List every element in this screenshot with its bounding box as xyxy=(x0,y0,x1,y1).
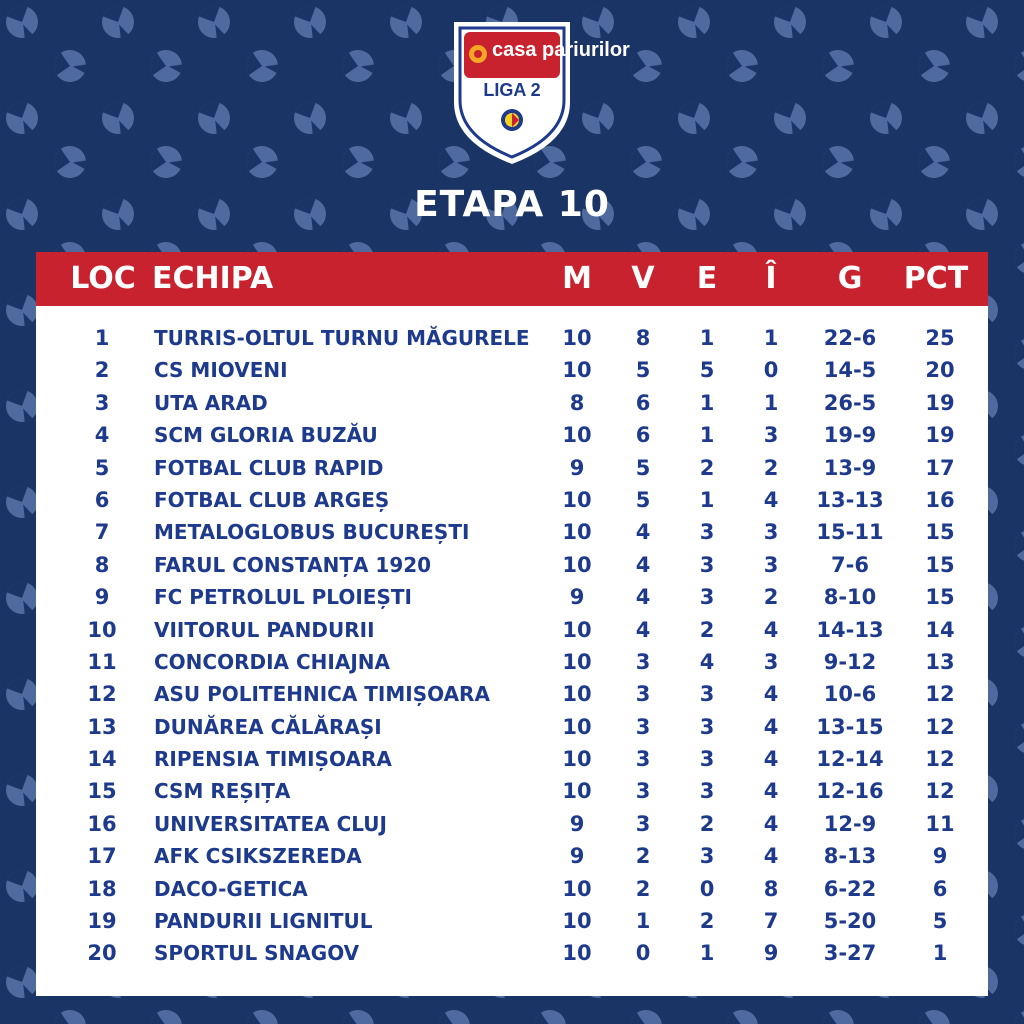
team-name-cell: UTA ARAD xyxy=(154,390,268,415)
position-cell: 2 xyxy=(94,358,110,383)
draws-cell: 0 xyxy=(699,876,715,901)
matches-cell: 10 xyxy=(562,552,592,577)
position-cell: 19 xyxy=(87,909,117,934)
position-cell: 7 xyxy=(94,520,110,545)
table-row xyxy=(36,873,988,905)
points-cell: 12 xyxy=(925,747,955,772)
matches-cell: 10 xyxy=(562,358,592,383)
points-cell: 20 xyxy=(925,358,955,383)
goals-cell: 26-5 xyxy=(823,390,877,415)
goals-cell: 9-12 xyxy=(823,649,877,674)
logo-brand-text: casa pariurilor xyxy=(492,39,630,61)
column-header-draws: E xyxy=(696,261,718,296)
column-header-losses: Î xyxy=(765,261,777,296)
position-cell: 5 xyxy=(94,455,110,480)
goals-cell: 8-13 xyxy=(823,844,877,869)
team-name-cell: DACO-GETICA xyxy=(154,876,308,901)
team-name-cell: RIPENSIA TIMIȘOARA xyxy=(154,747,392,772)
goals-cell: 22-6 xyxy=(823,326,877,350)
matches-cell: 10 xyxy=(562,682,592,707)
matches-cell: 9 xyxy=(569,811,585,836)
draws-cell: 2 xyxy=(699,909,715,934)
losses-cell: 1 xyxy=(763,326,779,350)
table-row xyxy=(36,322,988,354)
wins-cell: 4 xyxy=(635,552,651,577)
draws-cell: 1 xyxy=(699,423,715,448)
losses-cell: 4 xyxy=(763,714,779,739)
logo-league-text: LIGA 2 xyxy=(483,80,541,100)
column-header-points: PCT xyxy=(903,261,969,296)
losses-cell: 0 xyxy=(763,358,779,383)
wins-cell: 3 xyxy=(635,811,651,836)
wins-cell: 3 xyxy=(635,779,651,804)
matches-cell: 10 xyxy=(562,617,592,642)
goals-cell: 10-6 xyxy=(823,682,877,707)
standings-table xyxy=(36,252,988,996)
matches-cell: 10 xyxy=(562,779,592,804)
draws-cell: 1 xyxy=(699,326,715,350)
draws-cell: 1 xyxy=(699,390,715,415)
column-header-team: ECHIPA xyxy=(152,261,274,296)
matches-cell: 9 xyxy=(569,585,585,610)
wins-cell: 3 xyxy=(635,682,651,707)
position-cell: 8 xyxy=(94,552,110,577)
draws-cell: 3 xyxy=(699,844,715,869)
page-title: ETAPA 10 xyxy=(414,184,610,225)
table-row xyxy=(36,646,988,678)
losses-cell: 3 xyxy=(763,649,779,674)
points-cell: 12 xyxy=(925,682,955,707)
goals-cell: 13-15 xyxy=(816,714,884,739)
goals-cell: 12-14 xyxy=(816,747,884,772)
team-name-cell: SPORTUL SNAGOV xyxy=(154,941,360,966)
team-name-cell: FARUL CONSTANȚA 1920 xyxy=(154,552,432,577)
table-body xyxy=(36,322,988,970)
position-cell: 12 xyxy=(87,682,117,707)
table-row xyxy=(36,937,988,969)
table-row xyxy=(36,711,988,743)
table-row xyxy=(36,484,988,516)
draws-cell: 3 xyxy=(699,520,715,545)
goals-cell: 3-27 xyxy=(823,941,877,966)
team-name-cell: ASU POLITEHNICA TIMIȘOARA xyxy=(154,682,490,707)
matches-cell: 10 xyxy=(562,520,592,545)
team-name-cell: FC PETROLUL PLOIEȘTI xyxy=(154,585,412,610)
points-cell: 1 xyxy=(932,941,948,966)
draws-cell: 1 xyxy=(699,487,715,512)
team-name-cell: CSM REȘIȚA xyxy=(154,779,291,804)
table-row xyxy=(36,743,988,775)
position-cell: 3 xyxy=(94,390,110,415)
table-row xyxy=(36,905,988,937)
losses-cell: 8 xyxy=(763,876,779,901)
goals-cell: 5-20 xyxy=(823,909,877,934)
matches-cell: 10 xyxy=(562,326,592,350)
column-header-wins: V xyxy=(631,261,655,296)
draws-cell: 5 xyxy=(699,358,715,383)
position-cell: 18 xyxy=(87,876,117,901)
wins-cell: 4 xyxy=(635,520,651,545)
matches-cell: 10 xyxy=(562,649,592,674)
team-name-cell: AFK CSIKSZEREDA xyxy=(154,844,362,869)
losses-cell: 3 xyxy=(763,552,779,577)
goals-cell: 12-9 xyxy=(823,811,877,836)
position-cell: 16 xyxy=(87,811,117,836)
wins-cell: 2 xyxy=(635,844,651,869)
wins-cell: 3 xyxy=(635,649,651,674)
position-cell: 1 xyxy=(94,326,110,350)
team-name-cell: DUNĂREA CĂLĂRAȘI xyxy=(154,714,382,739)
losses-cell: 4 xyxy=(763,811,779,836)
goals-cell: 19-9 xyxy=(823,423,877,448)
draws-cell: 3 xyxy=(699,682,715,707)
matches-cell: 10 xyxy=(562,941,592,966)
points-cell: 13 xyxy=(925,649,955,674)
team-name-cell: FOTBAL CLUB RAPID xyxy=(154,455,384,480)
points-cell: 15 xyxy=(925,520,955,545)
goals-cell: 14-5 xyxy=(823,358,877,383)
position-cell: 14 xyxy=(87,747,117,772)
matches-cell: 10 xyxy=(562,487,592,512)
goals-cell: 13-13 xyxy=(816,487,884,512)
table-row xyxy=(36,452,988,484)
points-cell: 6 xyxy=(932,876,948,901)
goals-cell: 7-6 xyxy=(831,552,869,577)
goals-cell: 14-13 xyxy=(816,617,884,642)
draws-cell: 4 xyxy=(699,649,715,674)
column-header-goals: G xyxy=(837,261,863,296)
team-name-cell: FOTBAL CLUB ARGEȘ xyxy=(154,487,390,512)
points-cell: 19 xyxy=(925,390,955,415)
points-cell: 9 xyxy=(932,844,948,869)
wins-cell: 6 xyxy=(635,390,651,415)
goals-cell: 12-16 xyxy=(816,779,884,804)
points-cell: 15 xyxy=(925,585,955,610)
draws-cell: 1 xyxy=(699,941,715,966)
matches-cell: 10 xyxy=(562,747,592,772)
table-row xyxy=(36,775,988,807)
matches-cell: 9 xyxy=(569,455,585,480)
wins-cell: 1 xyxy=(635,909,651,934)
team-name-cell: METALOGLOBUS BUCUREȘTI xyxy=(154,520,470,545)
matches-cell: 10 xyxy=(562,714,592,739)
table-header xyxy=(36,252,988,306)
points-cell: 12 xyxy=(925,779,955,804)
losses-cell: 2 xyxy=(763,455,779,480)
points-cell: 19 xyxy=(925,423,955,448)
table-row xyxy=(36,419,988,451)
points-cell: 11 xyxy=(925,811,955,836)
wins-cell: 8 xyxy=(635,326,651,350)
matches-cell: 10 xyxy=(562,876,592,901)
wins-cell: 6 xyxy=(635,423,651,448)
draws-cell: 3 xyxy=(699,585,715,610)
losses-cell: 2 xyxy=(763,585,779,610)
table-row xyxy=(36,549,988,581)
table-row xyxy=(36,387,988,419)
losses-cell: 4 xyxy=(763,779,779,804)
draws-cell: 2 xyxy=(699,811,715,836)
position-cell: 17 xyxy=(87,844,117,869)
table-row xyxy=(36,581,988,613)
table-row xyxy=(36,614,988,646)
team-name-cell: TURRIS-OLTUL TURNU MĂGURELE xyxy=(154,326,530,350)
position-cell: 4 xyxy=(94,423,110,448)
table-row xyxy=(36,516,988,548)
losses-cell: 3 xyxy=(763,423,779,448)
wins-cell: 3 xyxy=(635,714,651,739)
points-cell: 15 xyxy=(925,552,955,577)
team-name-cell: CONCORDIA CHIAJNA xyxy=(154,649,390,674)
casa-pariurilor-liga2-logo xyxy=(444,14,630,168)
points-cell: 25 xyxy=(925,326,955,350)
goals-cell: 6-22 xyxy=(823,876,877,901)
losses-cell: 4 xyxy=(763,844,779,869)
position-cell: 13 xyxy=(87,714,117,739)
team-name-cell: SCM GLORIA BUZĂU xyxy=(154,423,378,448)
position-cell: 6 xyxy=(94,487,110,512)
draws-cell: 3 xyxy=(699,552,715,577)
losses-cell: 9 xyxy=(763,941,779,966)
team-name-cell: CS MIOVENI xyxy=(154,358,288,383)
points-cell: 17 xyxy=(925,455,955,480)
points-cell: 16 xyxy=(925,487,955,512)
goals-cell: 15-11 xyxy=(816,520,884,545)
points-cell: 12 xyxy=(925,714,955,739)
column-header-loc: LOC xyxy=(70,261,136,296)
table-row xyxy=(36,354,988,386)
matches-cell: 10 xyxy=(562,909,592,934)
draws-cell: 3 xyxy=(699,747,715,772)
draws-cell: 3 xyxy=(699,779,715,804)
losses-cell: 4 xyxy=(763,747,779,772)
losses-cell: 3 xyxy=(763,520,779,545)
goals-cell: 8-10 xyxy=(823,585,877,610)
team-name-cell: VIITORUL PANDURII xyxy=(154,617,375,642)
goals-cell: 13-9 xyxy=(823,455,877,480)
wins-cell: 4 xyxy=(635,585,651,610)
team-name-cell: PANDURII LIGNITUL xyxy=(154,909,373,934)
table-row xyxy=(36,808,988,840)
losses-cell: 4 xyxy=(763,487,779,512)
column-header-matches: M xyxy=(562,261,592,296)
losses-cell: 1 xyxy=(763,390,779,415)
matches-cell: 9 xyxy=(569,844,585,869)
position-cell: 9 xyxy=(94,585,110,610)
draws-cell: 2 xyxy=(699,617,715,642)
position-cell: 20 xyxy=(87,941,117,966)
wins-cell: 3 xyxy=(635,747,651,772)
team-name-cell: UNIVERSITATEA CLUJ xyxy=(154,811,387,836)
wins-cell: 2 xyxy=(635,876,651,901)
wins-cell: 4 xyxy=(635,617,651,642)
points-cell: 14 xyxy=(925,617,955,642)
draws-cell: 3 xyxy=(699,714,715,739)
losses-cell: 4 xyxy=(763,617,779,642)
losses-cell: 7 xyxy=(763,909,779,934)
wins-cell: 5 xyxy=(635,455,651,480)
table-row xyxy=(36,840,988,872)
losses-cell: 4 xyxy=(763,682,779,707)
wins-cell: 5 xyxy=(635,487,651,512)
wins-cell: 5 xyxy=(635,358,651,383)
matches-cell: 8 xyxy=(569,390,585,415)
matches-cell: 10 xyxy=(562,423,592,448)
position-cell: 11 xyxy=(87,649,117,674)
table-row xyxy=(36,678,988,710)
points-cell: 5 xyxy=(932,909,948,934)
wins-cell: 0 xyxy=(635,941,651,966)
position-cell: 10 xyxy=(87,617,117,642)
draws-cell: 2 xyxy=(699,455,715,480)
position-cell: 15 xyxy=(87,779,117,804)
